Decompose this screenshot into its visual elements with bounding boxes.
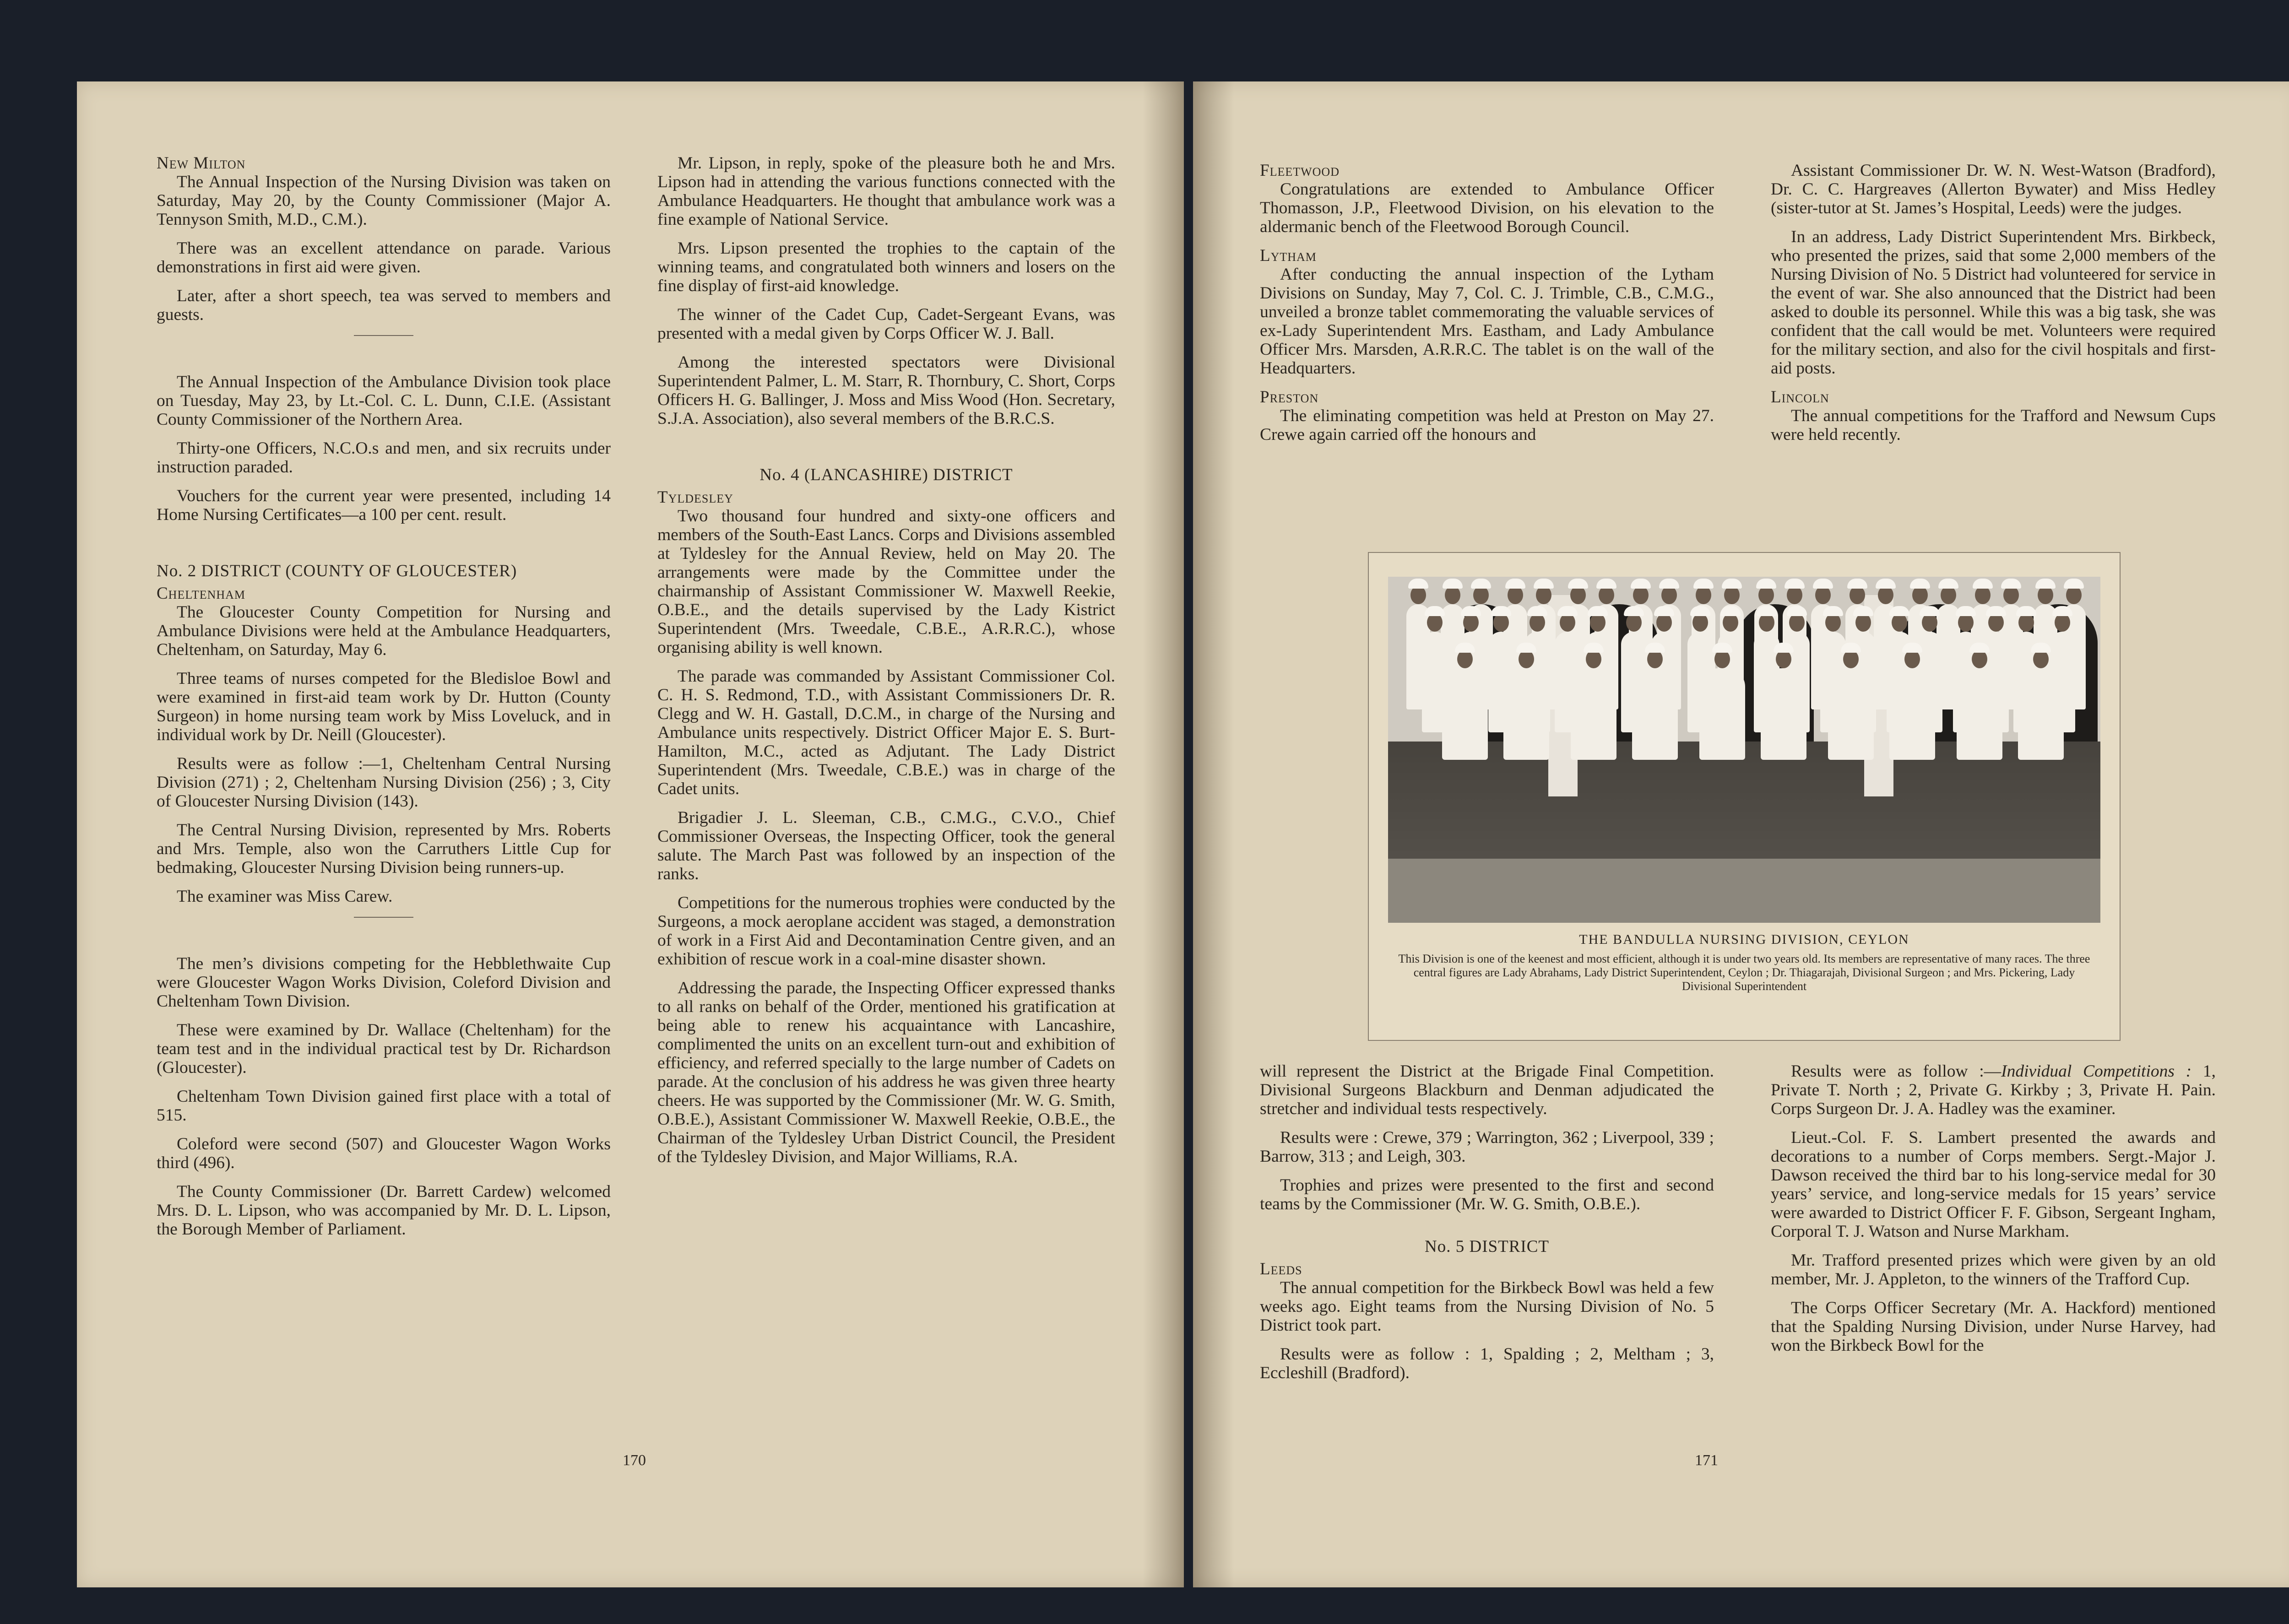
paragraph: Assistant Commissioner Dr. W. N. West-Watson (Bradford), Dr. C. C. Hargreaves (Allerton Bywater) and Miss Hedley (sister-tutor at St. James’s Hospital, Leeds) were the judges. [1771,161,2216,217]
section-heading-preston: Preston [1260,388,1319,406]
paragraph: Vouchers for the current year were presented, including 14 Home Nursing Certificates—a 100 per cent. result. [157,487,611,524]
paragraph: The eliminating competition was held at Preston on May 27. Crewe again carried off the honours and [1260,406,1714,444]
page-number-left: 170 [623,1452,646,1469]
paragraph: Mrs. Lipson presented the trophies to the captain of the winning teams, and congratulated both winners and losers on the fine display of first-aid knowledge. [657,239,1115,295]
district-heading-2: No. 2 DISTRICT (COUNTY OF GLOUCESTER) [157,562,517,580]
photo-caption-title: THE BANDULLA NURSING DIVISION, CEYLON [1579,932,1909,947]
nurse-figure [1503,668,1549,760]
paragraph: The annual competition for the Birkbeck Bowl was held a few weeks ago. Eight teams from the Nursing Division of No. 5 District took part. [1260,1278,1714,1335]
subheading-leeds: Leeds [1260,1260,1302,1278]
paragraph: Brigadier J. L. Sleeman, C.B., C.M.G., C.V.O., Chief Commissioner Overseas, the Inspecting Officer, took the general salute. The March Past was followed by an inspection of the ranks. [657,808,1115,883]
paragraph: The men’s divisions competing for the Hebblethwaite Cup were Gloucester Wagon Works Division, Coleford Division and Cheltenham Town Division. [157,954,611,1011]
paragraph: Cheltenham Town Division gained first place with a total of 515. [157,1087,611,1125]
paragraph: Addressing the parade, the Inspecting Officer expressed thanks to all ranks on behalf of the Order, mentioned his gratification at being able to renew his acquaintance with Lancashire, complimented the units on an excellent turn-out and exhibition of efficiency, and referred specially to the large number of Cadets on parade. At the conclusion of his address he was given three hearty cheers. He was supported by the Commissioner (Mr. W. G. Smith, O.B.E.), Assistant Commissioner W. Maxwell Reekie, O.B.E., the Chairman of the Tyldesley Urban District Council, the President of the Tyldesley Division, and Major Williams, R.A. [657,979,1115,1166]
paragraph: The annual competitions for the Trafford and Newsum Cups were held recently. [1771,406,2216,444]
paragraph: Lieut.-Col. F. S. Lambert presented the awards and decorations to a number of Corps members. Sergt.-Major J. Dawson received the third bar to his long-service medal for 30 years’ service, and long-service medals for 15 years’ service were awarded to District Officer F. F. Gibson, Sergeant Ingham, Corporal T. J. Watson and Nurse Markham. [1771,1128,2216,1241]
paragraph: There was an excellent attendance on parade. Various demonstrations in first aid were given. [157,239,611,276]
paragraph: Three teams of nurses competed for the Bledisloe Bowl and were examined in first-aid team work by Dr. Hutton (County Surgeon) in home nursing team work by Miss Loveluck, and in individual work by Dr. Neill (Gloucester). [157,669,611,744]
subheading-cheltenham: Cheltenham [157,584,246,603]
district-heading-4: No. 4 (LANCASHIRE) DISTRICT [759,466,1013,484]
right-column-1-bottom [1260,1062,1714,1392]
paragraph: Mr. Trafford presented prizes which were given by an old member, Mr. J. Appleton, to the winners of the Trafford Cup. [1771,1251,2216,1288]
paragraph: Later, after a short speech, tea was served to members and guests. [157,287,611,324]
nurse-figure [1957,668,2002,760]
right-column-1-top [1260,161,1714,454]
nurse-figure [1571,668,1616,760]
group-photograph [1388,577,2100,923]
nurse-figure [1632,668,1678,760]
right-column-2-bottom [1771,1062,2216,1365]
nurse-figure [1442,668,1488,760]
paragraph: The Central Nursing Division, represented by Mrs. Roberts and Mrs. Temple, also won the Carruthers Little Cup for bedmaking, Gloucester Nursing Division being runners-up. [157,821,611,877]
nurse-figure [1828,668,1874,760]
gutter-shadow [1143,81,1184,1587]
paragraph: These were examined by Dr. Wallace (Cheltenham) for the team test and in the individual practical test by Dr. Richardson (Gloucester). [157,1021,611,1077]
paragraph: Congratulations are extended to Ambulance Officer Thomasson, J.P., Fleetwood Division, on his elevation to the aldermanic bench of the Fleetwood Borough Council. [1260,180,1714,236]
paragraph: The winner of the Cadet Cup, Cadet-Sergeant Evans, was presented with a medal given by Corps Officer W. J. Ball. [657,305,1115,343]
paragraph: The County Commissioner (Dr. Barrett Cardew) welcomed Mrs. D. L. Lipson, who was accompanied by Mr. D. L. Lipson, the Borough Member of Parliament. [157,1182,611,1239]
photo-figure [1368,552,2121,1041]
paragraph: Mr. Lipson, in reply, spoke of the pleasure both he and Mrs. Lipson had in attending the various functions connected with the Ambulance Headquarters. He thought that ambulance work was a fine example of National Service. [657,154,1115,229]
section-heading-fleetwood: Fleetwood [1260,161,1340,180]
paragraph: Among the interested spectators were Divisional Superintendent Palmer, L. M. Starr, R. Thornbury, C. Short, Corps Officers H. G. Ballinger, J. Moss and Miss Wood (Hon. Secretary, S.J.A. Association), also several members of the B.R.C.S. [657,353,1115,428]
section-heading-new-milton: New Milton [157,154,246,173]
paragraph: Results were : Crewe, 379 ; Warrington, 362 ; Liverpool, 339 ; Barrow, 313 ; and Leigh, 303. [1260,1128,1714,1166]
paragraph: The parade was commanded by Assistant Commissioner Col. C. H. S. Redmond, T.D., with Assistant Commissioners Dr. R. Clegg and W. H. Gastall, D.C.M., in charge of the Nursing and Ambulance units respectively. District Officer Major E. S. Burt-Hamilton, M.C., acted as Adjutant. The Lady District Superintendent (Mrs. Tweedale, C.B.E.) was in charge of the Cadet units. [657,667,1115,798]
section-divider [354,917,413,918]
nurse-figure [1761,668,1806,760]
paragraph: After conducting the annual inspection of the Lytham Divisions on Sunday, May 7, Col. C. J. Trimble, C.B., C.M.G., unveiled a bronze tablet commemorating the valuable services of ex-Lady Superintendent Mrs. Eastham, and Lady Ambulance Officer Mrs. Marsden, A.R.R.C. The tablet is on the wall of the Headquarters. [1260,265,1714,378]
paragraph: Results were as follow :—1, Cheltenham Central Nursing Division (271) ; 2, Cheltenham Nursing Division (256) ; 3, City of Gloucester Nursing Division (143). [157,754,611,811]
paragraph: Competitions for the numerous trophies were conducted by the Surgeons, a mock aeroplane accident was staged, a demonstration of work in a First Aid and Decontamination Centre given, and an exhibition of rescue work in a coal-mine disaster shown. [657,893,1115,969]
paragraph: will represent the District at the Brigade Final Competition. Divisional Surgeons Blackburn and Denman adjudicated the stretcher and individual tests respectively. [1260,1062,1714,1118]
paragraph: The Corps Officer Secretary (Mr. A. Hackford) mentioned that the Spalding Nursing Division, under Nurse Harvey, had won the Birkbeck Bowl for the [1771,1299,2216,1355]
nurse-figure [1699,668,1745,760]
page-number-right: 171 [1695,1452,1718,1469]
district-heading-5: No. 5 DISTRICT [1425,1237,1549,1256]
paragraph: The Annual Inspection of the Nursing Division was taken on Saturday, May 20, by the County Commissioner (Major A. Tennyson Smith, M.D., C.M.). [157,173,611,229]
paragraph: Coleford were second (507) and Gloucester Wagon Works third (496). [157,1135,611,1172]
paragraph: The Gloucester County Competition for Nursing and Ambulance Divisions were held at the Ambulance Headquarters, Cheltenham, on Saturday, May 6. [157,603,611,659]
section-divider [354,335,413,336]
paragraph: Two thousand four hundred and sixty-one officers and members of the South-East Lancs. Corps and Divisions assembled at Tyldesley for the Annual Review, held on May 20. The arrangements were made by the Committee under the chairmanship of Assistant Commissioner W. Maxwell Reekie, O.B.E., and the details supervised by the Lady Kistrict Superintendent (Mrs. Tweedale, C.B.E., A.R.R.C.), whose organising ability is well known. [657,507,1115,657]
right-column-2-top [1771,161,2216,454]
subheading-tyldesley: Tyldesley [657,488,733,507]
paragraph: Results were as follow :—Individual Competitions : 1, Private T. North ; 2, Private G. Kirkby ; 3, Private H. Pain. Corps Surgeon Dr. J. A. Hadley was the examiner. [1771,1062,2216,1118]
paragraph: Thirty-one Officers, N.C.O.s and men, and six recruits under instruction paraded. [157,439,611,476]
nurse-figure [2018,668,2064,760]
section-heading-lincoln: Lincoln [1771,388,1829,406]
paragraph: Trophies and prizes were presented to the first and second teams by the Commissioner (Mr. W. G. Smith, O.B.E.). [1260,1176,1714,1213]
gutter-shadow [1193,81,1234,1587]
nurse-figure [1889,668,1935,760]
paragraph: Results were as follow : 1, Spalding ; 2, Meltham ; 3, Eccleshill (Bradford). [1260,1345,1714,1382]
left-column-1 [157,154,611,1249]
section-heading-lytham: Lytham [1260,246,1317,265]
paragraph: The Annual Inspection of the Ambulance Division took place on Tuesday, May 23, by Lt.-Col. C. L. Dunn, C.I.E. (Assistant County Commissioner of the Northern Area. [157,373,611,429]
paragraph: The examiner was Miss Carew. [177,887,393,906]
left-column-2 [657,154,1115,1176]
paragraph: In an address, Lady District Superintendent Mrs. Birkbeck, who presented the prizes, said that some 2,000 members of the Nursing Division of No. 5 District had volunteered for service in the event of war. She also announced that the District had been asked to double its personnel. While this was a big task, she was confident that the call would be met. Volunteers were required for the military section, and also for the civil hospitals and first-aid posts. [1771,227,2216,378]
photo-caption-text: This Division is one of the keenest and most efficient, although it is under two years old. Its members are representative of many races. The three central figures are Lady Abrahams, Lady District Superintendent, Ceylon ; Dr. Thiagarajah, Divisional Surgeon ; and Mrs. Pickering, Lady Divisional Superintendent [1398,952,2090,993]
